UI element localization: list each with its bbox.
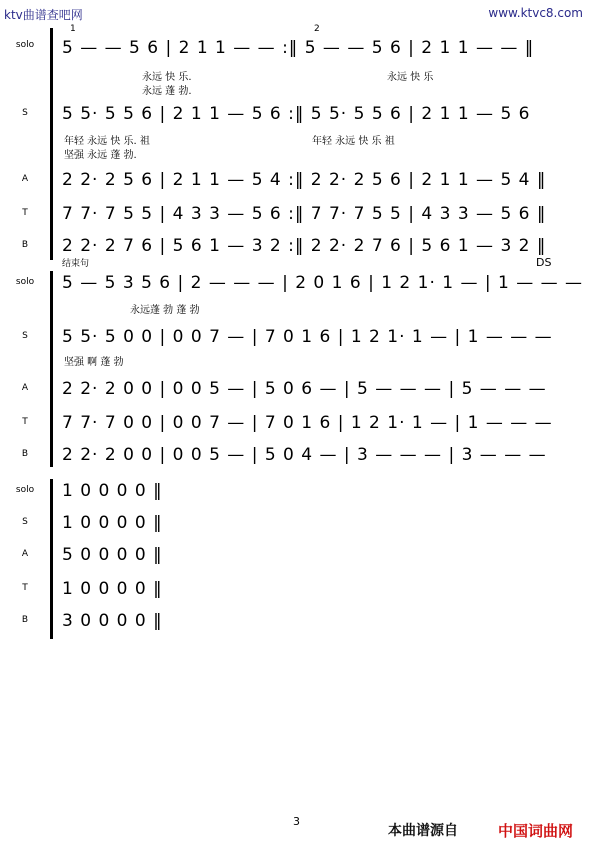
volta-2-label: 2	[314, 24, 320, 34]
system-bracket	[50, 28, 57, 260]
volta-1-label: 1	[70, 24, 76, 34]
notes-line: 1 0 0 0 0 ‖	[62, 481, 163, 501]
ending-label: 结束句	[62, 259, 90, 269]
lyric-line: 永远 快 乐	[387, 72, 434, 83]
notes-line: 2 2· 2 0 0 | 0 0 5 — | 5 0 6 — | 5 — — — | 5 — — —	[62, 379, 547, 399]
notes-line: 1 0 0 0 0 ‖	[62, 513, 163, 533]
part-label: solo	[15, 277, 35, 287]
page-number: 3	[293, 815, 300, 828]
notes-line: 5 5· 5 0 0 | 0 0 7 — | 7 0 1 6 | 1 2 1· 1 — | 1 — — —	[62, 327, 553, 347]
site-header-left: ktv曲谱查吧网	[4, 8, 83, 22]
part-label: B	[21, 240, 29, 250]
part-label: B	[21, 449, 29, 459]
notes-line: 5 — 5 3 5 6 | 2 — — — | 2 0 1 6 | 1 2 1· 1 — | 1 — — —	[62, 273, 584, 293]
notes-line: 7 7· 7 0 0 | 0 0 7 — | 7 0 1 6 | 1 2 1· 1 — | 1 — — —	[62, 413, 553, 433]
part-label: T	[22, 417, 28, 427]
system-bracket	[50, 271, 57, 467]
notes-line: 5 0 0 0 0 ‖	[62, 545, 163, 565]
part-label: T	[22, 208, 28, 218]
lyric-line: 年轻 永远 快 乐. 祖	[64, 136, 150, 147]
ds-marking: DS	[536, 256, 552, 269]
lyric-line: 永远 快 乐.	[142, 72, 192, 83]
lyric-line: 年轻 永远 快 乐 祖	[312, 136, 395, 147]
notes-line: 2 2· 2 7 6 | 5 6 1 — 3 2 :‖ 2 2· 2 7 6 | 5 6 1 — 3 2 ‖	[62, 236, 547, 256]
lyric-line: 坚强 永远 蓬 勃.	[64, 150, 137, 161]
site-header-right: www.ktvc8.com	[488, 6, 583, 20]
part-label: T	[22, 583, 28, 593]
notes-line: 1 0 0 0 0 ‖	[62, 579, 163, 599]
notes-line: 5 5· 5 5 6 | 2 1 1 — 5 6 :‖ 5 5· 5 5 6 | 2 1 1 — 5 6	[62, 104, 531, 124]
notes-line: 3 0 0 0 0 ‖	[62, 611, 163, 631]
part-label: A	[21, 549, 29, 559]
part-label: A	[21, 383, 29, 393]
lyric-line: 坚强 啊 蓬 勃	[64, 357, 124, 368]
part-label: S	[22, 517, 28, 527]
notes-line: 5 — — 5 6 | 2 1 1 — — :‖ 5 — — 5 6 | 2 1 1 — — ‖	[62, 38, 535, 58]
notes-line: 2 2· 2 0 0 | 0 0 5 — | 5 0 4 — | 3 — — — | 3 — — —	[62, 445, 547, 465]
notes-line: 2 2· 2 5 6 | 2 1 1 — 5 4 :‖ 2 2· 2 5 6 | 2 1 1 — 5 4 ‖	[62, 170, 547, 190]
score-system-2	[0, 265, 595, 470]
score-system-1	[0, 0, 595, 269]
score-system-3	[0, 475, 595, 645]
part-label: solo	[15, 485, 35, 495]
part-label: solo	[15, 40, 35, 50]
source-site-link[interactable]: 中国词曲网	[498, 822, 574, 840]
lyric-line: 永远蓬 勃 蓬 勃	[130, 305, 200, 316]
source-text: 本曲谱源自	[388, 823, 458, 839]
part-label: B	[21, 615, 29, 625]
notes-line: 7 7· 7 5 5 | 4 3 3 — 5 6 :‖ 7 7· 7 5 5 | 4 3 3 — 5 6 ‖	[62, 204, 547, 224]
part-label: S	[22, 331, 28, 341]
system-bracket	[50, 479, 57, 639]
lyric-line: 永远 蓬 勃.	[142, 86, 192, 97]
part-label: S	[22, 108, 28, 118]
part-label: A	[21, 174, 29, 184]
